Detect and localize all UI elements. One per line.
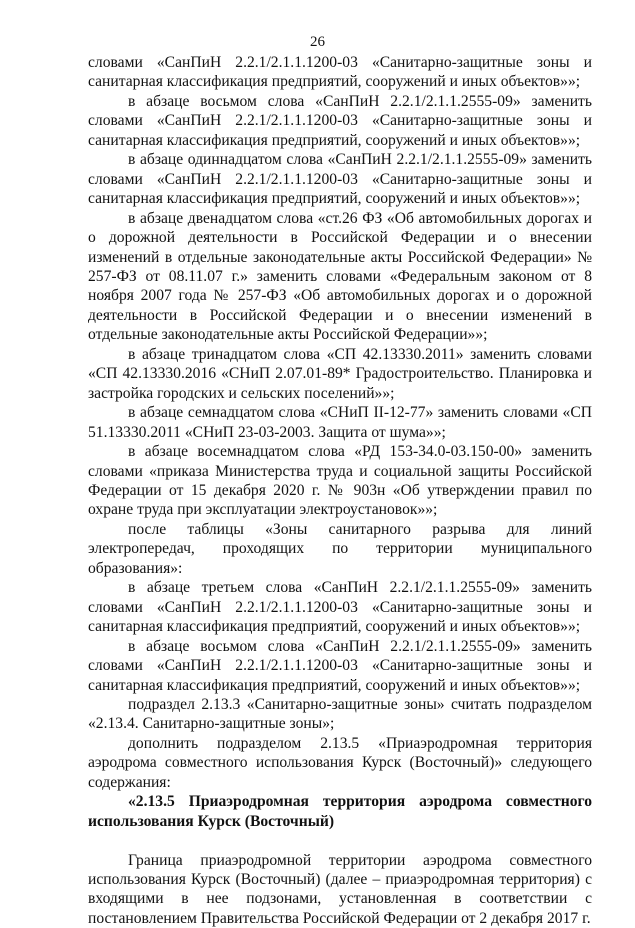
paragraph-replacement-5: в абзаце тринадцатом слова «СП 42.13330.2011» заменить словами «СП 42.13330.2016 «СНиП 2.07.01-89* Градостроительство. Планировка и застройка городских и сельских поселений»»; (88, 345, 592, 402)
section-body-paragraph: Граница приаэродромной территории аэродрома совместного использования Курск (Восточный) (далее – приаэродромная территория) с входящими в нее подзонами, установленная в соответствии с постановлением Правительства Российской Федерации от 2 декабря 2017 г. (88, 851, 592, 927)
paragraph-replacement-4: в абзаце двенадцатом слова «ст.26 ФЗ «Об автомобильных дорогах и о дорожной деятельности в Российской Федерации и о внесении изменений в отдельные законодательные акты Российской Федерации» № 257-ФЗ от 08.11.07 г.» заменить словами «Федеральным законом от 8 ноября 2007 года № 257-ФЗ «Об автомобильных дорогах и о дорожной деятельности в Российской Федерации и о внесении изменений в отдельные законодательные акты Российской Федерации»»; (88, 209, 592, 344)
heading-opening-quote: « (128, 793, 136, 811)
paragraph-replacement-7: в абзаце восемнадцатом слова «РД 153-34.0-03.150-00» заменить словами «приказа Министерства труда и социальной защиты Российской Федерации от 15 декабря 2020 г. № 903н «Об утверждении правил по охране труда при эксплуатации электроустановок»»; (88, 443, 592, 519)
paragraph-replacement-6: в абзаце семнадцатом слова «СНиП II-12-77» заменить словами «СП 51.13330.2011 «СНиП 23-03-2003. Защита от шума»»; (88, 404, 592, 441)
section-heading (88, 792, 592, 831)
document-body (88, 53, 592, 928)
paragraph-subsection-rename: подраздел 2.13.3 «Санитарно-защитные зоны» считать подразделом «2.13.4. Санитарно-защитные зоны»; (88, 695, 592, 733)
paragraph-replacement-3: в абзаце одиннадцатом слова «СанПиН 2.2.1/2.1.1.2555-09» заменить словами «СанПиН 2.2.1/2.1.1.1200-03 «Санитарно-защитные зоны и санитарная классификация предприятий, сооружений и иных объектов»»; (88, 151, 592, 208)
paragraph-replacement-2: в абзаце восьмом слова «СанПиН 2.2.1/2.1.1.2555-09» заменить словами «СанПиН 2.2.1/2.1.1.1200-03 «Санитарно-защитные зоны и санитарная классификация предприятий, сооружений и иных объектов»»; (88, 92, 592, 149)
heading-text: 2.13.5 Приаэродромная территория аэродрома совместного использования Курск (Восточный) (88, 793, 592, 830)
paragraph-replacement-8: в абзаце третьем слова «СанПиН 2.2.1/2.1.1.2555-09» заменить словами «СанПиН 2.2.1/2.1.1.1200-03 «Санитарно-защитные зоны и санитарная классификация предприятий, сооружений и иных объектов»»; (88, 579, 592, 636)
page-number: 26 (310, 34, 325, 50)
paragraph-replacement-9: в абзаце восьмом слова «СанПиН 2.2.1/2.1.1.2555-09» заменить словами «СанПиН 2.2.1/2.1.1.1200-03 «Санитарно-защитные зоны и санитарная классификация предприятий, сооружений и иных объектов»»; (88, 637, 592, 694)
blank-line (88, 831, 592, 850)
paragraph-add-subsection: дополнить подразделом 2.13.5 «Приаэродромная территория аэродрома совместного использования Курск (Восточный)» следующего содержания: (88, 734, 592, 791)
paragraph-after-table: после таблицы «Зоны санитарного разрыва для линий электропередач, проходящих по территории муниципального образования»: (88, 520, 592, 577)
paragraph-replacement-1: словами «СанПиН 2.2.1/2.1.1.1200-03 «Санитарно-защитные зоны и санитарная классификация предприятий, сооружений и иных объектов»»; (88, 54, 592, 91)
